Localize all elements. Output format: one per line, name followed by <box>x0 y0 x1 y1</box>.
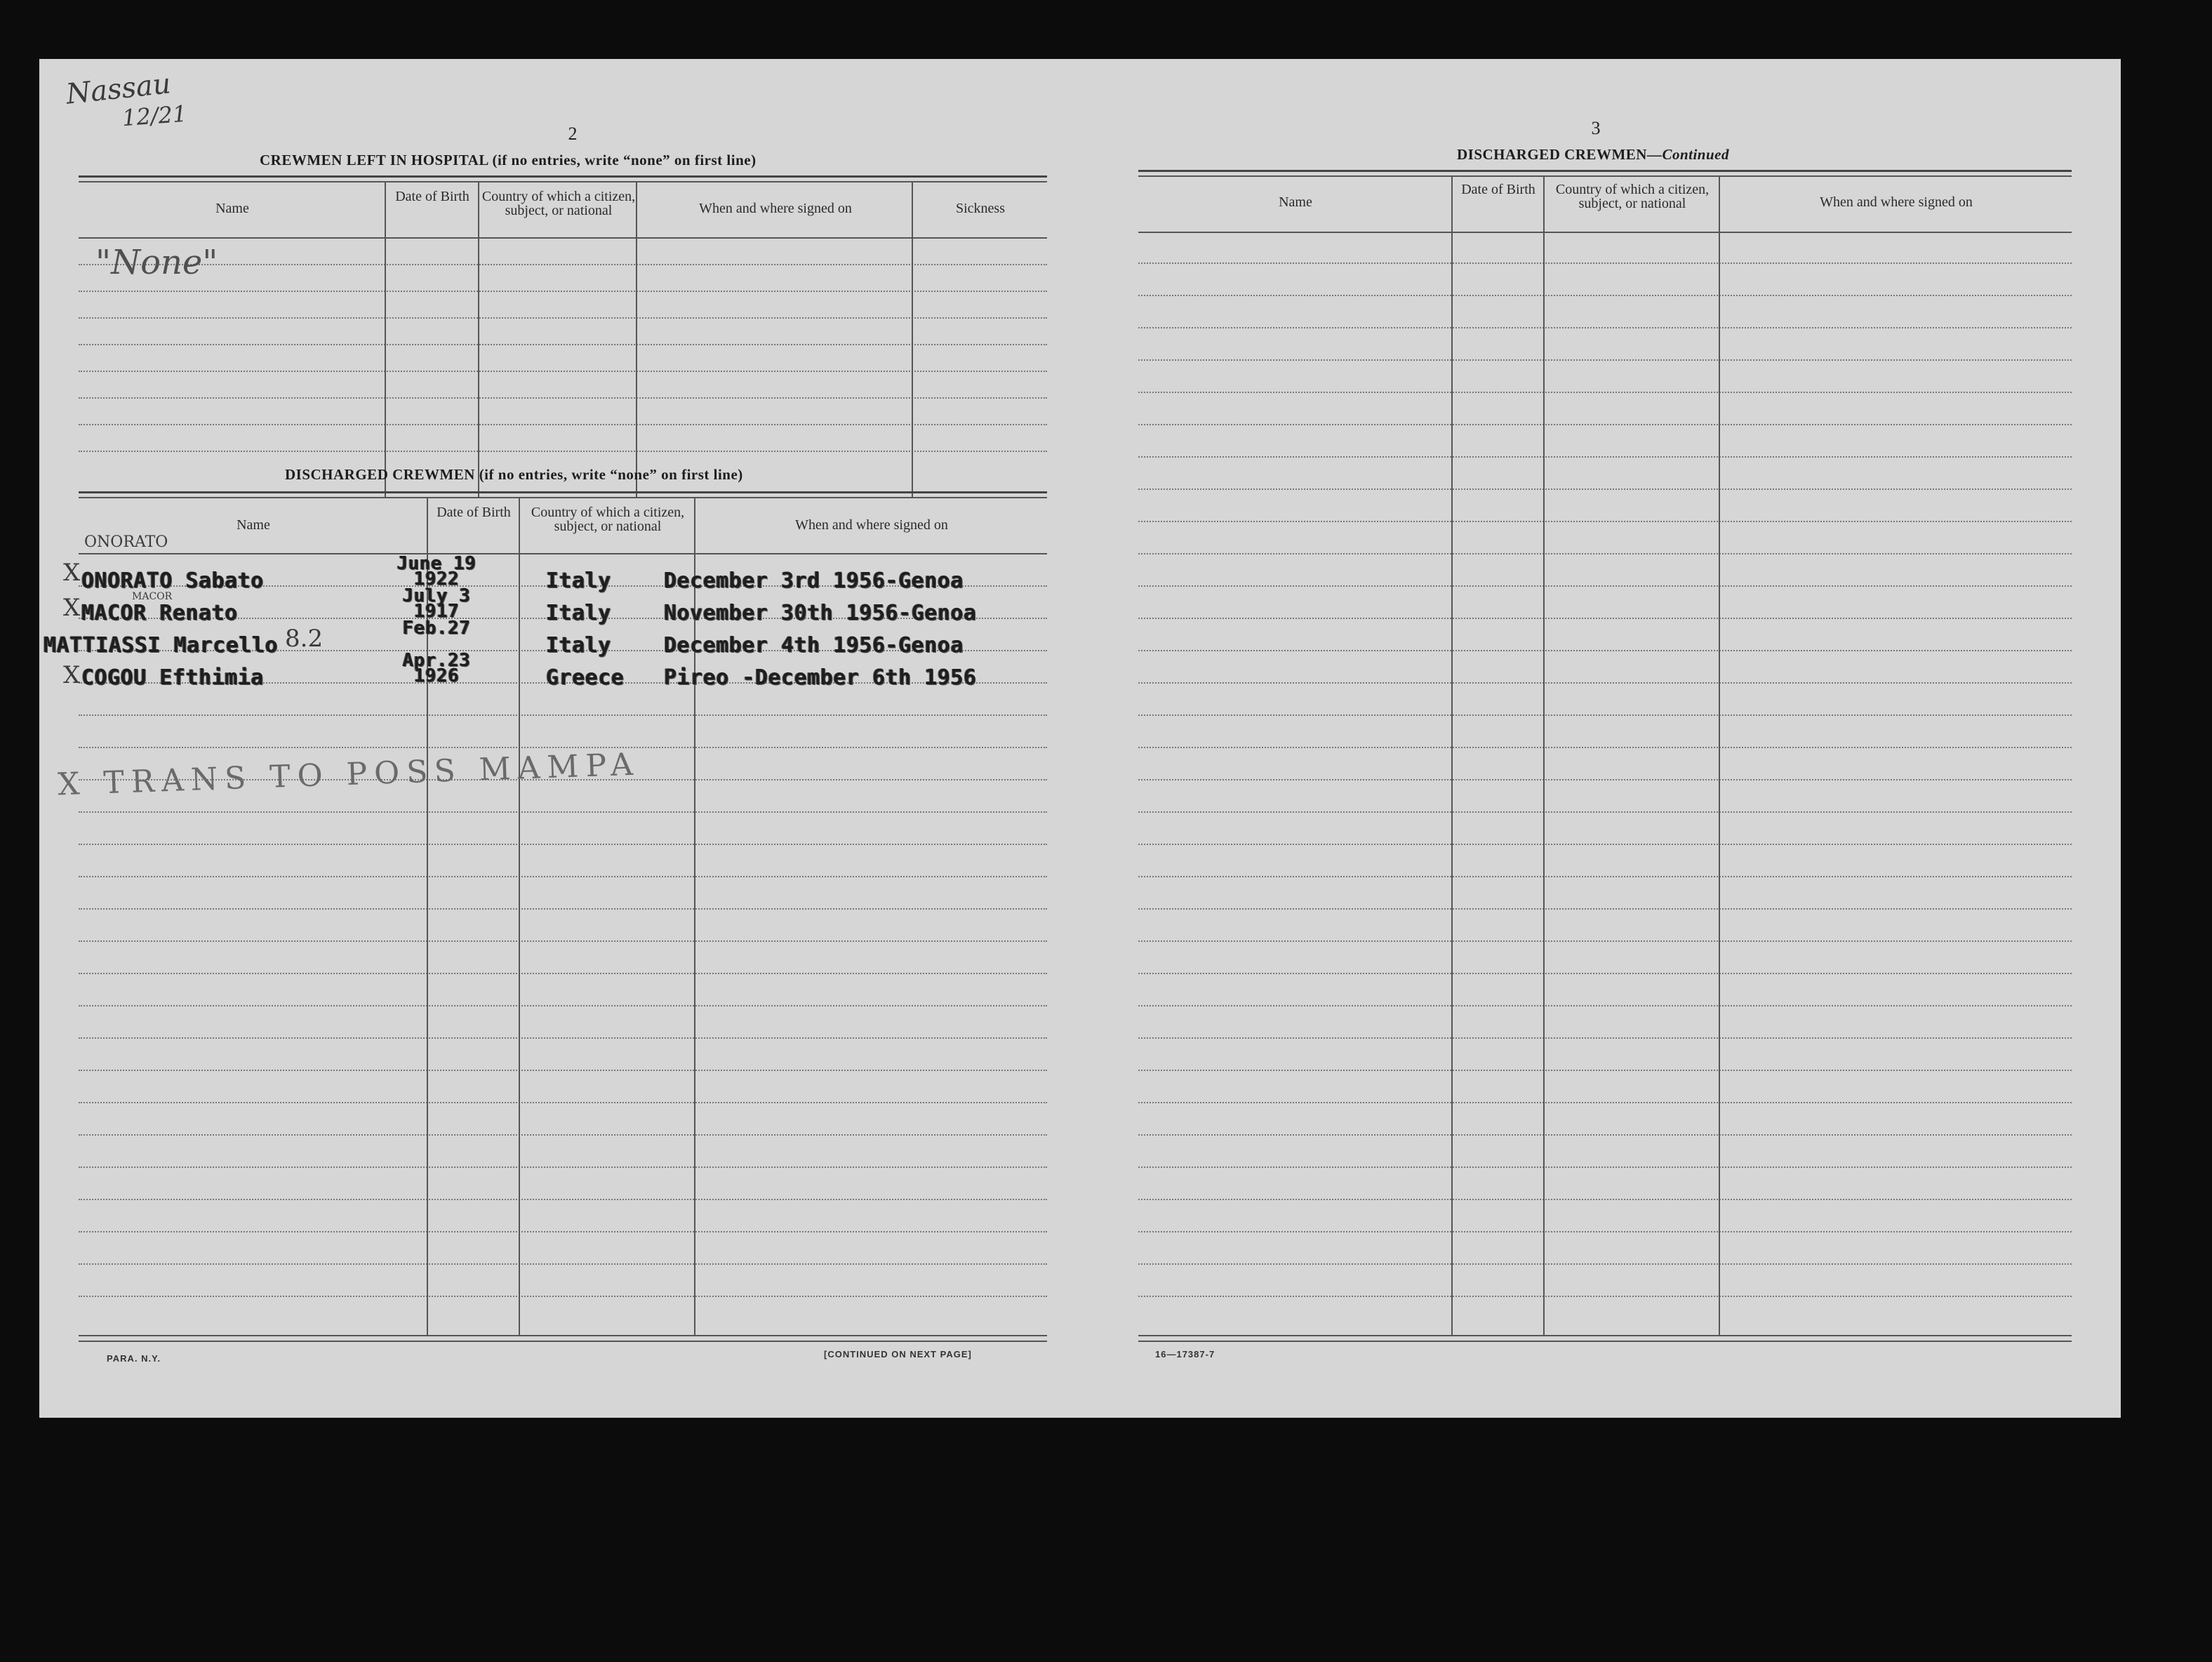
discharged-row-3-name: MATTIASSI Marcello <box>44 633 279 658</box>
hospital-section-title: CREWMEN LEFT IN HOSPITAL (if no entries, write “none” on first line) <box>260 152 757 168</box>
document-sheet <box>39 59 2121 1418</box>
right-col-name: Name <box>1279 194 1312 210</box>
ruled-line <box>1138 1231 2072 1232</box>
ruled-line <box>79 1134 1047 1136</box>
ruled-line <box>1138 1070 2072 1071</box>
discharged-row-3-dob: Feb.27 <box>402 618 471 639</box>
ruled-line <box>1138 618 2072 619</box>
ruled-line <box>1138 682 2072 684</box>
left-page-number: 2 <box>568 124 578 144</box>
ruled-line <box>1138 262 2072 264</box>
ruled-line <box>79 1037 1047 1039</box>
discharged-row-2-country: Italy <box>546 601 611 625</box>
table-bottom-rule <box>1138 1335 2072 1336</box>
handwritten-alt-name-onorato: ONORATO <box>84 533 168 551</box>
discharged-row-1-name: ONORATO Sabato <box>81 569 264 593</box>
hospital-col-sickness: Sickness <box>956 201 1005 216</box>
ruled-line <box>79 876 1047 877</box>
ruled-line <box>1138 876 2072 877</box>
handwritten-none-entry: "None" <box>95 243 218 282</box>
ruled-line <box>1138 973 2072 974</box>
ruled-line <box>1138 424 2072 425</box>
right-section-title: DISCHARGED CREWMEN—Continued <box>1457 146 1729 163</box>
hospital-col-signed-on: When and where signed on <box>699 201 852 216</box>
ruled-line <box>1138 1134 2072 1136</box>
ruled-line <box>1138 553 2072 554</box>
ruled-line <box>79 714 1047 716</box>
ruled-line <box>1138 747 2072 748</box>
discharged-row-3-signed-on: December 4th 1956-Genoa <box>664 633 964 658</box>
discharged-row-4-name: COGOU Efthimia <box>81 665 264 690</box>
discharged-row-1-dob: June 19 1922 <box>397 553 477 590</box>
ruled-line <box>79 1199 1047 1200</box>
discharged-col-name: Name <box>236 517 270 533</box>
table-bottom-rule <box>1138 1341 2072 1342</box>
handwritten-x-mark: X <box>63 594 81 622</box>
ruled-line <box>1138 456 2072 458</box>
ruled-line <box>79 1070 1047 1071</box>
ruled-line <box>1138 940 2072 942</box>
ruled-line <box>1138 1037 2072 1039</box>
ruled-line <box>79 264 1047 265</box>
discharged-col-signed-on: When and where signed on <box>795 517 948 533</box>
right-col-dob: Date of Birth <box>1461 182 1535 197</box>
handwritten-corner-top: Nassau <box>65 67 173 111</box>
ruled-line <box>79 451 1047 452</box>
ruled-line <box>79 940 1047 942</box>
ruled-line <box>79 908 1047 910</box>
ruled-line <box>1138 295 2072 296</box>
ruled-line <box>1138 779 2072 780</box>
table-bottom-rule <box>79 1335 1047 1336</box>
hospital-col-country: Country of which a citizen, subject, or national <box>481 189 636 218</box>
discharged-row-4-signed-on: Pireo -December 6th 1956 <box>664 665 977 690</box>
hospital-col-name: Name <box>215 201 249 216</box>
ruled-line <box>1138 650 2072 651</box>
ruled-line <box>1138 1005 2072 1006</box>
handwritten-alt-name-macor: MACOR <box>132 591 173 602</box>
ruled-line <box>79 973 1047 974</box>
ruled-line <box>1138 908 2072 910</box>
ruled-line <box>1138 585 2072 587</box>
ruled-line <box>1138 1166 2072 1168</box>
right-col-country: Country of which a citizen, subject, or national <box>1555 182 1710 211</box>
ruled-line <box>79 344 1047 345</box>
discharged-row-1-signed-on: December 3rd 1956-Genoa <box>664 569 964 593</box>
discharged-row-3-country: Italy <box>546 633 611 658</box>
ruled-line <box>79 371 1047 372</box>
ruled-line <box>79 1263 1047 1265</box>
left-footer-continued: [CONTINUED ON NEXT PAGE] <box>824 1349 972 1359</box>
ruled-line <box>1138 1296 2072 1297</box>
ruled-line <box>1138 811 2072 813</box>
ruled-line <box>1138 1263 2072 1265</box>
ruled-line <box>79 291 1047 292</box>
discharged-row-2-name: MACOR Renato <box>81 601 238 625</box>
handwritten-x-mark: X <box>63 559 81 587</box>
handwritten-mark-after-name: 8.2 <box>285 625 324 653</box>
discharged-row-2-dob: July 3 1917 <box>402 585 471 622</box>
discharged-row-4-dob: Apr.23 1926 <box>402 650 471 686</box>
ruled-line <box>79 811 1047 813</box>
ruled-line <box>1138 714 2072 716</box>
ruled-line <box>79 844 1047 845</box>
hospital-col-dob: Date of Birth <box>395 189 469 204</box>
discharged-row-4-country: Greece <box>546 665 625 690</box>
right-col-signed-on: When and where signed on <box>1820 194 1973 210</box>
handwritten-corner-bottom: 12/21 <box>121 100 188 132</box>
ruled-line <box>79 747 1047 748</box>
handwritten-x-mark: X <box>63 661 81 689</box>
ruled-line <box>1138 392 2072 393</box>
discharged-row-2-signed-on: November 30th 1956-Genoa <box>664 601 977 625</box>
ruled-line <box>79 1102 1047 1103</box>
discharged-col-country: Country of which a citizen, subject, or national <box>531 505 685 534</box>
handwritten-transfer-note: X TRANS TO POSS MAMPA <box>57 746 641 803</box>
discharged-row-1-country: Italy <box>546 569 611 593</box>
ruled-line <box>79 1296 1047 1297</box>
right-page-number: 3 <box>1591 118 1601 138</box>
ruled-line <box>1138 844 2072 845</box>
ruled-line <box>79 1005 1047 1006</box>
ruled-line <box>79 1166 1047 1168</box>
ruled-line <box>79 424 1047 425</box>
ruled-line <box>79 1231 1047 1232</box>
ruled-line <box>1138 521 2072 522</box>
right-footer-form-number: 16—17387-7 <box>1155 1349 1215 1359</box>
table-bottom-rule <box>79 1341 1047 1342</box>
ruled-line <box>1138 327 2072 328</box>
ruled-line <box>79 397 1047 399</box>
ruled-line <box>1138 488 2072 490</box>
ruled-line <box>79 317 1047 319</box>
ruled-line <box>1138 359 2072 361</box>
discharged-section-title: DISCHARGED CREWMEN (if no entries, write “none” on first line) <box>285 466 743 483</box>
ruled-line <box>1138 1199 2072 1200</box>
left-footer-printer: PARA. N.Y. <box>107 1353 161 1364</box>
ruled-line <box>1138 1102 2072 1103</box>
discharged-col-dob: Date of Birth <box>437 505 511 520</box>
